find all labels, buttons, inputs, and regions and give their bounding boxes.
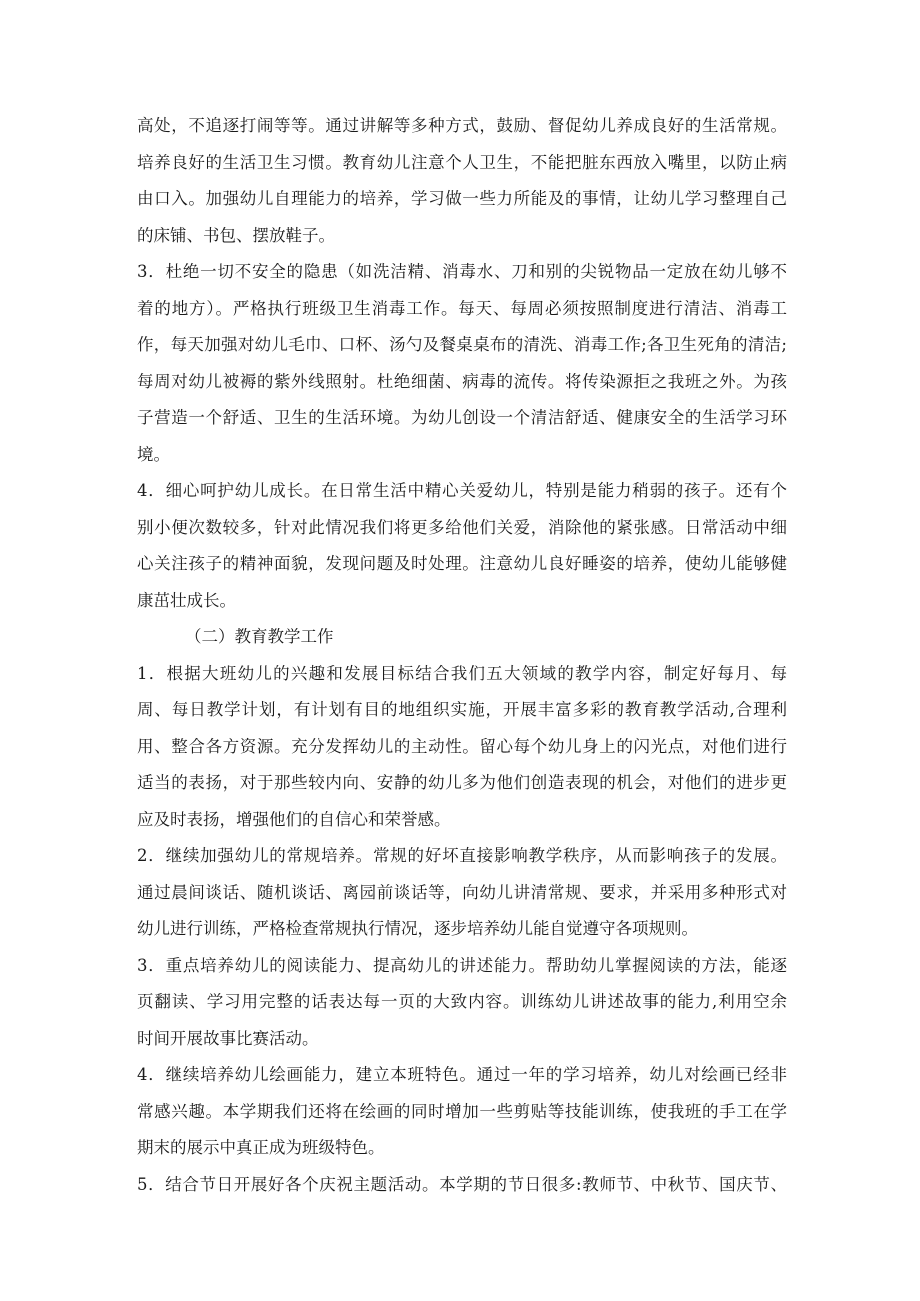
text-line: 1．根据大班幼儿的兴趣和发展目标结合我们五大领域的教学内容，制定好每月、每	[137, 663, 787, 683]
text-line: 页翻读、学习用完整的话表达每一页的大致内容。训练幼儿讲述故事的能力,利用空余	[137, 992, 787, 1011]
text-line: 每周对幼儿被褥的紫外线照射。杜绝细菌、病毒的流传。将传染源拒之我班之外。为孩	[137, 371, 787, 391]
text-line: 的床铺、书包、摆放鞋子。	[137, 225, 335, 245]
text-line: 别小便次数较多，针对此情况我们将更多给他们关爱，消除他的紧张感。日常活动中细	[137, 517, 787, 537]
text-line: 5．结合节日开展好各个庆祝主题活动。本学期的节日很多:教师节、中秋节、国庆节、	[137, 1174, 787, 1194]
text-line: 4．继续培养幼儿绘画能力，建立本班特色。通过一年的学习培养，幼儿对绘画已经非	[137, 1065, 787, 1084]
text-line: 培养良好的生活卫生习惯。教育幼儿注意个人卫生，不能把脏东西放入嘴里，以防止病	[137, 152, 787, 172]
text-line: 心关注孩子的精神面貌，发现问题及时处理。注意幼儿良好睡姿的培养，使幼儿能够健	[137, 554, 787, 573]
text-line: 2．继续加强幼儿的常规培养。常规的好坏直接影响教学秩序，从而影响孩子的发展。	[137, 846, 787, 865]
text-line: 由口入。加强幼儿自理能力的培养，学习做一些力所能及的事情，让幼儿学习整理自己	[137, 189, 787, 208]
text-line: 常感兴趣。本学期我们还将在绘画的同时增加一些剪贴等技能训练，使我班的手工在学	[137, 1101, 787, 1121]
text-line: 时间开展故事比赛活动。	[137, 1028, 319, 1048]
text-line: 高处，不追逐打闹等等。通过讲解等多种方式，鼓励、督促幼儿养成良好的生活常规。	[137, 116, 787, 135]
section-heading: （二）教育教学工作	[185, 627, 334, 646]
text-line: 期末的展示中真正成为班级特色。	[137, 1138, 385, 1157]
text-line: 3．重点培养幼儿的阅读能力、提高幼儿的讲述能力。帮助幼儿掌握阅读的方法，能逐	[137, 955, 787, 975]
text-line: 境。	[137, 444, 170, 464]
text-line: 康茁壮成长。	[137, 590, 236, 610]
text-line: 适当的表扬，对于那些较内向、安静的幼儿多为他们创造表现的机会，对他们的进步更	[137, 773, 787, 792]
text-line: 着的地方）。严格执行班级卫生消毒工作。每天、每周必须按照制度进行清洁、消毒工	[137, 298, 787, 318]
text-line: 子营造一个舒适、卫生的生活环境。为幼儿创设一个清洁舒适、健康安全的生活学习环	[137, 408, 787, 427]
text-line: 通过晨间谈话、随机谈话、离园前谈话等，向幼儿讲清常规、要求，并采用多种形式对	[137, 882, 787, 902]
text-line: 幼儿进行训练，严格检查常规执行情况，逐步培养幼儿能自觉遵守各项规则。	[137, 919, 698, 938]
text-line: 用、整合各方资源。充分发挥幼儿的主动性。留心每个幼儿身上的闪光点，对他们进行	[137, 736, 787, 756]
text-line: 作，每天加强对幼儿毛巾、口杯、汤勺及餐桌桌布的清洗、消毒工作;各卫生死角的清洁;	[137, 335, 787, 354]
text-line: 周、每日教学计划，有计划有目的地组织实施，开展丰富多彩的教育教学活动,合理利	[137, 700, 787, 719]
text-line: 3．杜绝一切不安全的隐患（如洗洁精、消毒水、刀和别的尖锐物品一定放在幼儿够不	[137, 262, 787, 281]
text-line: 应及时表扬，增强他们的自信心和荣誉感。	[137, 809, 451, 829]
text-line: 4．细心呵护幼儿成长。在日常生活中精心关爱幼儿，特别是能力稍弱的孩子。还有个	[137, 481, 787, 500]
document-body	[137, 108, 787, 1203]
